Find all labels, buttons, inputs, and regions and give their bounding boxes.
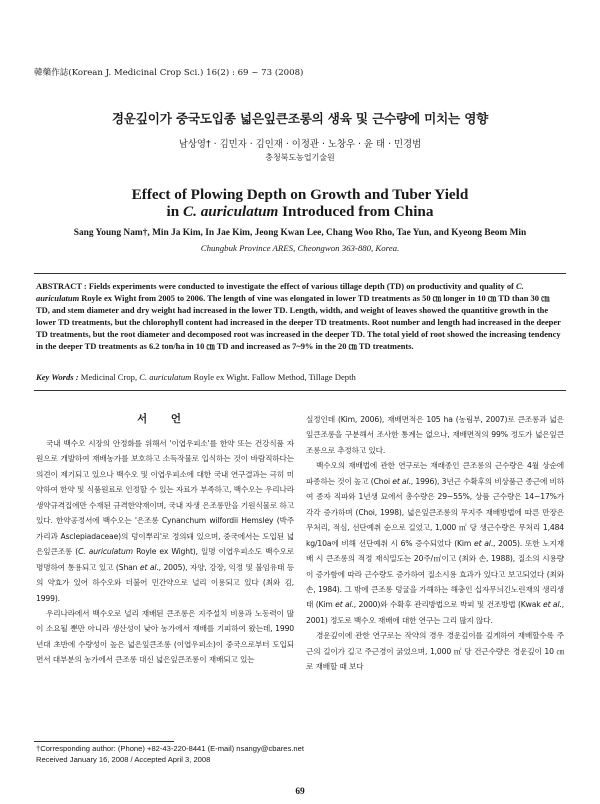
abstract-text-2: Royle ex Wight from 2005 to 2006. The length of vine was elongated in lower TD treatments as 50 ㎝ longer in 10 ㎝ TD than 30 ㎝ TD, and stem diameter and dry weight had increased in the lower TD. Length, width, and weight of leaves showed the quantitive growth in the lower TD treatments, but the chlorophyll content had increased in the deeper TD treatments. Root number and length had increased in the deeper TD treatments, but the root diameter and decomposed root was increased in the deeper TD. The total yield of root showed the increasing tendency in the deeper TD treatments as 6.2 ton/ha in 10 ㎝ TD and increased as 7~9% in the 20 ㎝ TD treatments. <box>36 292 561 351</box>
left-paragraph-2: 우리나라에서 백수오로 널리 재배된 큰조롱은 지주설치 비용과 노동력이 많이 소요될 뿐만 아니라 생산성이 낮아 농가에서 재배를 기피하여 왔는데, 1990년대 초반에 수량성이 높은 넓은잎큰조롱 (이엽우피소)이 중국으로부터 도입되면서 대부분의 농가에서 큰조롱 대신 넓은잎큰조롱이 재배되고 있는 <box>36 608 294 665</box>
right-p2-b: ., 1996), 3년근 수확후의 비상품근 종근에 비하여 종자 직파와 1년생 묘에서 총수량은 29~55%, 상품 근수량은 14~17%가 각각 증가하며 (Choi, 1998), 넓은잎큰조롱의 무지주 재배방법에 따른 만장은 무처리, 적심, 선단예취 순으로 길었고, 1,000 ㎡ 당 생근수량은 무처리 1,484 kg/10a에 비해 선단예취 시 6% 증수되었다 (Kim <box>306 476 565 548</box>
abstract-top-rule <box>34 273 566 274</box>
keywords-text-1: Medicinal Crop, <box>78 372 140 382</box>
left-p1-text: 국내 백수오 시장의 안정화를 위해서 '이엽우피소'를 한약 또는 건강식품 자원으로 개발하여 재배농가를 보호하고 소득작물로 입식하는 것이 바람직하다는 의견이 제기되고 있으나 백수오 및 이엽우피소에 대한 국내 연구결과는 극히 미약하여 한약 및 식품원료로 인정할 수 있는 자료가 부족하고, 백수오는 우리나라 생약규격집에만 수재된 규격한약재이며, 국내 자생 은조롱만을 기원식물로 하고 있다. 한약공정서에 백수오는 '은조롱 Cynanchum wilfordii Hemsley (박주가리과 Asclepiadaceae)의 덩이뿌리'로 정의돼 있으며, 중국에서는 도입된 넓은잎큰조롱 ( <box>36 439 294 557</box>
right-paragraph-1: 실정인데 (Kim, 2006), 재배면적은 105 ha (농림부, 2007)로 큰조롱과 넓은잎큰조롱을 구분해서 조사한 통계는 없으나, 재배면적의 99% 정도가 넓은잎큰조롱으로 추정하고 있다. <box>306 415 564 455</box>
left-p1-post: Royle ex Wight), 일명 이엽우피소도 백수오로 명명하여 통용되고 있고 (Shan <box>36 547 295 572</box>
page-number: 69 <box>295 787 305 797</box>
right-p2-etal-4: et al <box>543 600 560 610</box>
right-p2-etal-1: et al <box>392 476 409 486</box>
abstract <box>36 281 564 352</box>
right-paragraph-2 <box>306 458 564 628</box>
keywords-text-2: Royle ex Wight. Fallow Method, Tillage Depth <box>191 372 356 382</box>
abstract-label: ABSTRACT : <box>36 281 87 291</box>
korean-authors: 남상영† · 김민자 · 김인재 · 이정관 · 노창우 · 윤 태 · 민경범 <box>178 139 422 150</box>
left-p1-etal: et al <box>139 562 157 572</box>
right-p2-e: ., 2001) 정도로 백수오 재배에 대한 연구는 그리 많지 않다. <box>306 600 564 625</box>
keywords-label: Key Words : <box>36 372 79 382</box>
left-paragraph-1 <box>36 436 294 606</box>
keywords-species: C. auriculatum <box>139 372 192 382</box>
right-p2-d: ., 2000)와 수확후 관리방법으로 박피 및 건조방법 (Kwak <box>351 600 544 610</box>
korean-title: 경운깊이가 중국도입종 넓은잎큰조롱의 생육 및 근수량에 미치는 영향 <box>111 111 489 126</box>
english-affiliation: Chungbuk Province ARES, Cheongwon 363-880, Korea. <box>200 243 400 253</box>
left-p1-end: ., 2005), 자양, 강장, 익정 및 불임유태 등의 약효가 있어 하수오와 더불어 민간약으로 널리 이용되고 있다 (최와 김, 1999). <box>36 562 294 603</box>
right-p2-etal-2: et al <box>474 538 491 548</box>
english-title <box>0 186 600 220</box>
footnote-received: Received January 16, 2008 / Accepted April 3, 2008 <box>36 754 211 764</box>
right-p2-c: ., 2005). 또한 노지재배 시 큰조롱의 적정 재식밀도는 20주/㎡이고 (최와 손, 1988), 질소의 시용량이 증가함에 따라 근수량도 증가하여 질소시용 효과가 있다고 보고되었다 (최와 손, 1984). 그 밖에 큰조롱 덩굴을 가해하는 해충인 십자무늬긴노린재의 생리생태 (Kim <box>306 538 564 610</box>
left-p1-species: C. auriculatum <box>78 547 133 557</box>
abstract-bottom-rule <box>34 390 566 391</box>
english-title-line2-post: Introduced from China <box>278 203 434 220</box>
english-title-line2-pre: in <box>166 203 183 220</box>
section-heading-introduction: 서 언 <box>137 413 191 425</box>
right-column <box>306 412 564 675</box>
korean-affiliation: 충청북도농업기술원 <box>265 153 335 162</box>
footnote-corresponding: †Corresponding author: (Phone) +82-43-220-8441 (E-mail) nsangy@cbares.net <box>36 744 304 753</box>
right-p2-etal-3: et al <box>335 600 352 610</box>
abstract-species: C. auriculatum <box>36 281 524 303</box>
abstract-text-1: Fields experiments were conducted to investigate the effect of various tillage depth (TD) on productivity and quality of <box>86 281 516 291</box>
right-paragraph-3: 경운깊이에 관한 연구로는 작약의 경우 경운깊이를 깊게하여 재배할수록 주근의 길이가 길고 주근경이 굵었으며, 1,000 ㎡ 당 건근수량은 경운깊이 10 ㎝로 재배할 때 보다 <box>306 631 564 672</box>
english-title-line2 <box>0 203 600 220</box>
footnote-rule <box>34 741 174 742</box>
english-authors: Sang Young Nam†, Min Ja Kim, In Jae Kim, Jeong Kwan Lee, Chang Woo Rho, Tae Yun, and Kyeong Beom Min <box>73 228 527 238</box>
english-title-species: C. auriculatum <box>182 203 279 220</box>
keywords <box>36 372 564 382</box>
footnote <box>36 744 304 765</box>
left-column <box>36 436 294 668</box>
journal-citation: 韓藥作誌(Korean J. Medicinal Crop Sci.) 16(2) : 69 ~ 73 (2008) <box>34 68 304 78</box>
english-title-line1: Effect of Plowing Depth on Growth and Tuber Yield <box>131 186 469 203</box>
right-p2-a: 백수오의 재배법에 관한 연구로는 재래종인 큰조롱의 근수량은 4월 상순에 파종하는 것이 높고 (Choi <box>306 461 564 486</box>
